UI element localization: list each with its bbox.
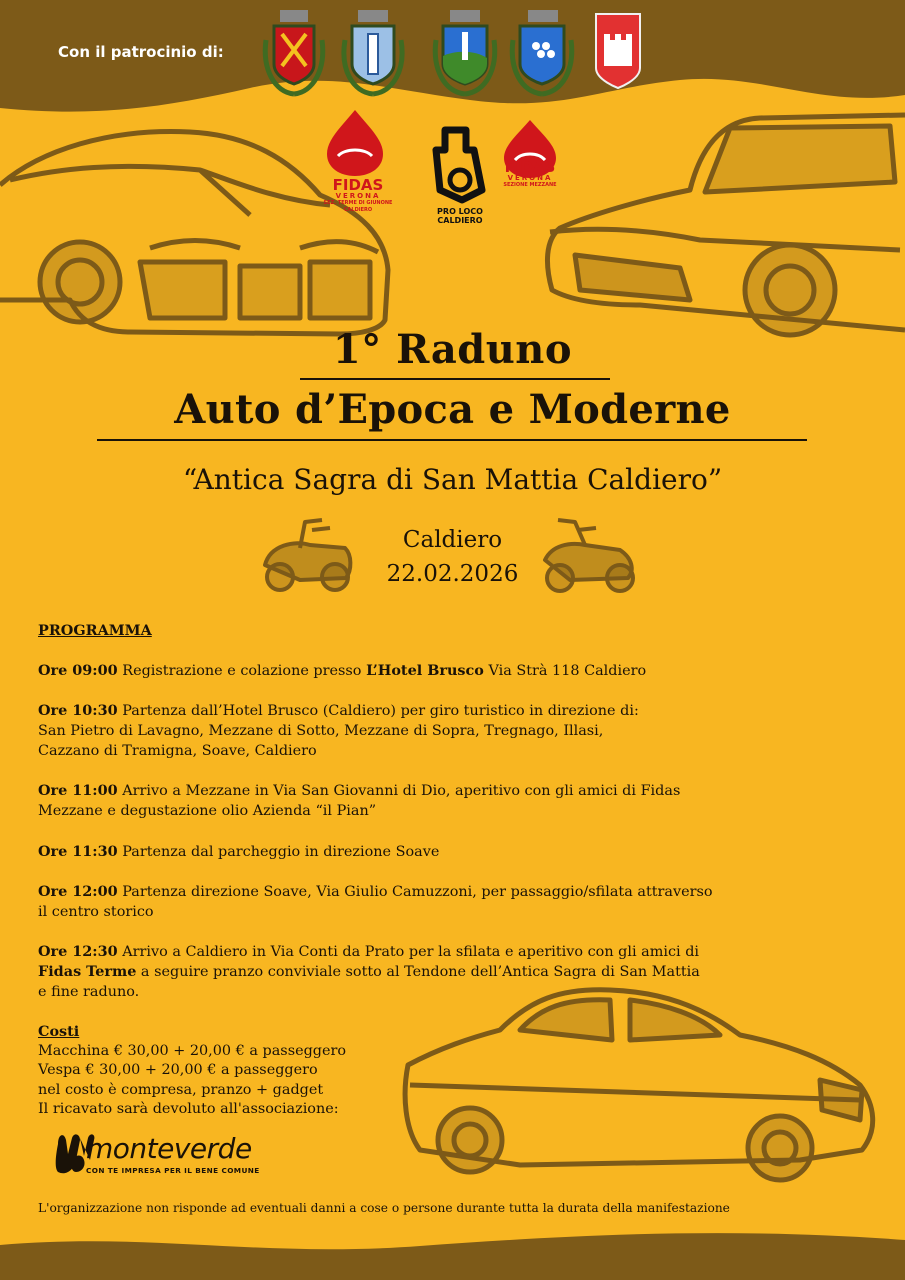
patronage-label: Con il patrocinio di: <box>58 43 224 61</box>
bottom-wave <box>0 1233 905 1280</box>
program-text: San Pietro di Lavagno, Mezzane di Sotto, Mezzane di Sopra, Tregnago, Illasi, <box>38 723 604 739</box>
title-underline-2 <box>97 439 807 441</box>
program-partner: Fidas Terme <box>38 963 137 980</box>
fidas-left-name: FIDAS <box>332 176 384 194</box>
program-item <box>38 942 700 1002</box>
event-title-line-1: 1° Raduno <box>332 326 573 373</box>
fidas-right-name: FIDAS <box>504 158 556 176</box>
program-text: Cazzano di Tramigna, Soave, Caldiero <box>38 743 317 759</box>
event-date: 22.02.2026 <box>386 561 519 587</box>
proloco-logo-icon <box>436 130 482 200</box>
program-text: e fine raduno. <box>38 984 140 1000</box>
program-item <box>38 661 646 681</box>
fidas-left-drop-icon <box>327 110 383 176</box>
program-time: Ore 11:00 <box>38 782 118 799</box>
fidas-left-city: VERONA <box>335 192 381 200</box>
program-text: Arrivo a Mezzane in Via San Giovanni di Dio, aperitivo con gli amici di Fidas <box>122 783 681 799</box>
event-subtitle: “Antica Sagra di San Mattia Caldiero” <box>182 463 723 496</box>
monteverde-logo <box>86 1132 260 1175</box>
program-text: Via Strà 118 Caldiero <box>483 663 647 679</box>
proloco-logo <box>420 208 500 226</box>
program-item <box>38 842 439 862</box>
disclaimer: L'organizzazione non risponde ad eventuali danni a cose o persone durante tutta la durata della manifestazione <box>38 1201 730 1215</box>
monteverde-tagline: CON TE IMPRESA PER IL BENE COMUNE <box>86 1166 260 1175</box>
program-time: Ore 09:00 <box>38 662 118 679</box>
proloco-line-1: PRO LOCO <box>437 207 483 216</box>
program-time: Ore 12:30 <box>38 943 118 960</box>
classic-sedan-icon <box>405 990 873 1180</box>
program-text: Partenza direzione Soave, Via Giulio Camuzzoni, per passaggio/sfilata attraverso <box>122 884 713 900</box>
cost-line: Vespa € 30,00 + 20,00 € a passeggero <box>38 1062 318 1078</box>
program-item <box>38 781 680 821</box>
program-text: Partenza dall’Hotel Brusco (Caldiero) per giro turistico in direzione di: <box>122 703 639 719</box>
program-item <box>38 701 639 761</box>
monteverde-name: monteverde <box>86 1132 252 1165</box>
costs-heading: Costi <box>38 1023 80 1040</box>
title-underline-1 <box>300 378 610 380</box>
program-text: Partenza dal parcheggio in direzione Soave <box>122 844 440 860</box>
classic-coupe-icon <box>547 115 905 335</box>
fidas-right-logo <box>492 160 568 189</box>
fidas-left-logo <box>318 178 398 213</box>
fidas-right-section: SEZIONE MEZZANE <box>503 182 557 188</box>
program-text: Registrazione e colazione presso <box>117 663 367 679</box>
program-time: Ore 10:30 <box>38 702 118 719</box>
program-text: a seguire pranzo conviviale sotto al Tendone dell’Antica Sagra di San Mattia <box>136 964 700 980</box>
costs-section <box>38 1022 346 1120</box>
fidas-left-section-1: SEZ. TERME DI GIUNONE <box>323 200 393 206</box>
cost-line: nel costo è compresa, pranzo + gadget <box>38 1081 324 1098</box>
program-item <box>38 882 713 922</box>
program-time: Ore 11:30 <box>38 843 118 860</box>
program-time: Ore 12:00 <box>38 883 118 900</box>
program-venue: L’Hotel Brusco <box>366 662 484 679</box>
program-text: il centro storico <box>38 904 154 920</box>
event-title-line-2: Auto d’Epoca e Moderne <box>174 386 731 433</box>
program-heading: PROGRAMMA <box>38 622 152 639</box>
fidas-left-section-2: CALDIERO <box>343 206 373 213</box>
cost-line: Macchina € 30,00 + 20,00 € a passeggero <box>38 1042 347 1059</box>
program-text: Arrivo a Caldiero in Via Conti da Prato per la sfilata e aperitivo con gli amici di <box>122 944 700 960</box>
proloco-line-2: CALDIERO <box>437 215 483 225</box>
program-text: Mezzane e degustazione olio Azienda “il Pian” <box>38 803 377 819</box>
event-place: Caldiero <box>402 527 503 553</box>
crest-red-castle-icon <box>596 14 640 88</box>
cost-line: Il ricavato sarà devoluto all'associazione: <box>38 1101 339 1117</box>
fidas-right-city: VERONA <box>507 174 553 182</box>
